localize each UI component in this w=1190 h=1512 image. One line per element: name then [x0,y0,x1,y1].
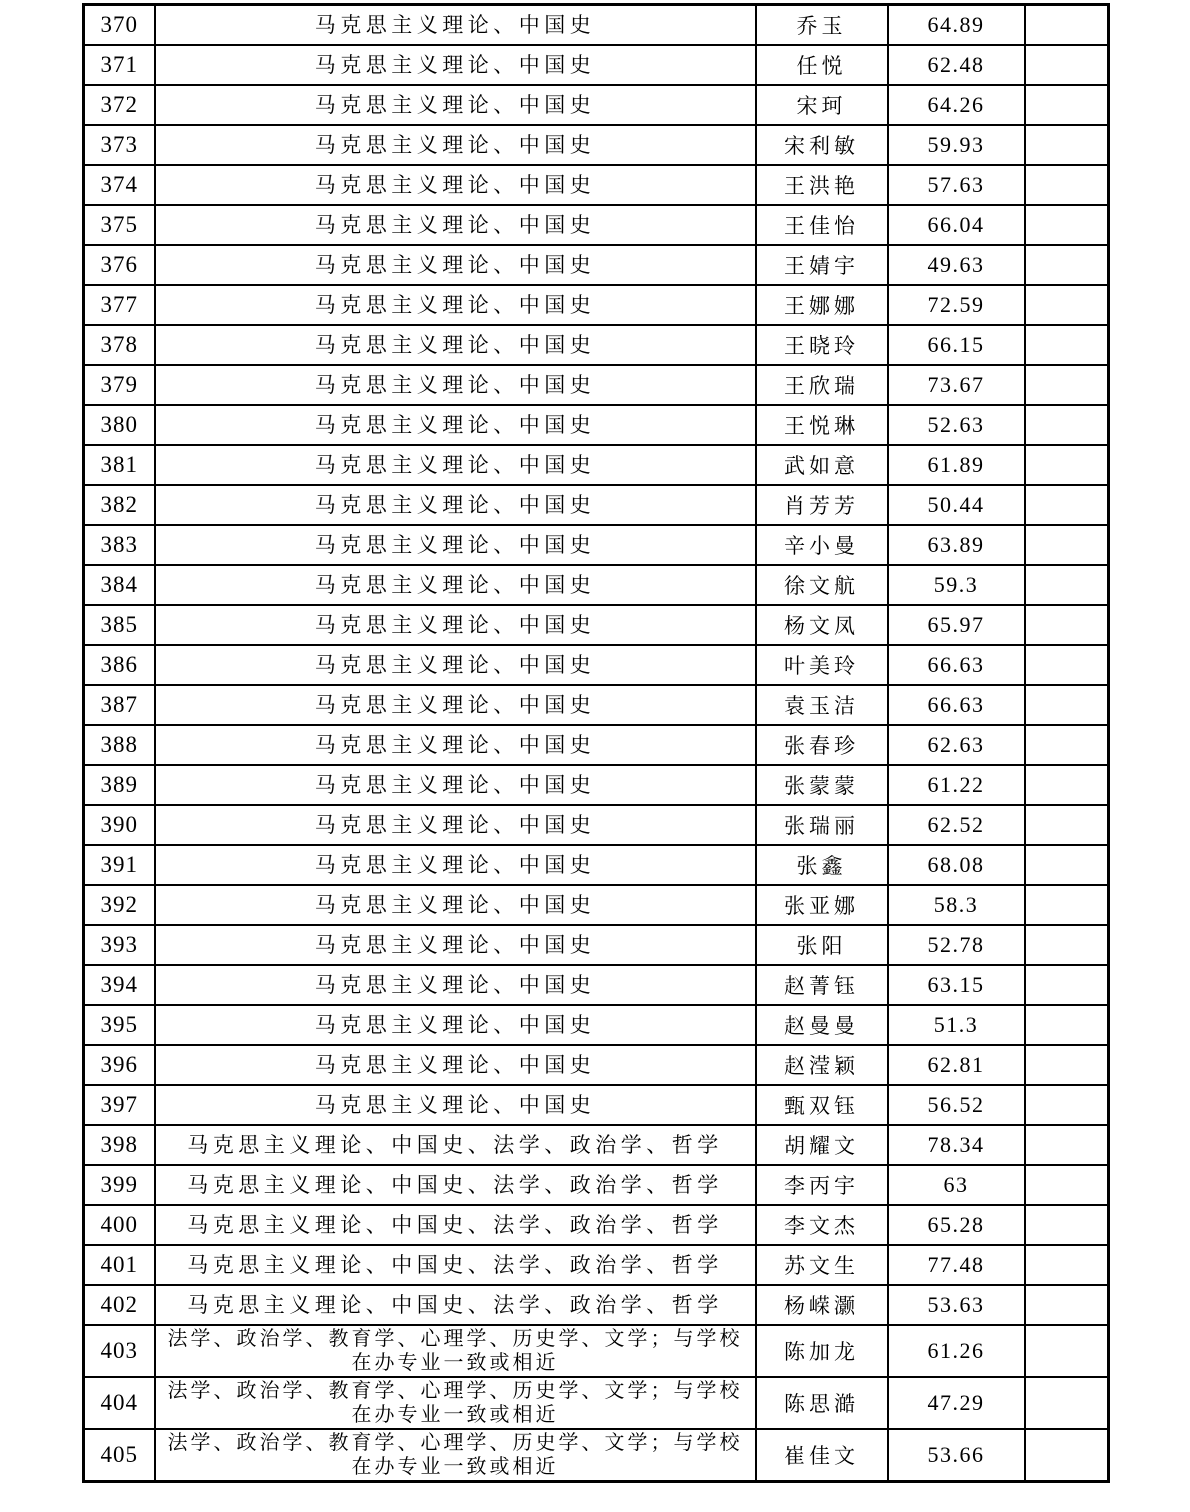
score-cell: 52.78 [888,925,1025,965]
score-cell: 66.63 [888,645,1025,685]
row-number-cell: 403 [84,1325,155,1377]
table-row [84,45,1109,85]
score-cell: 66.04 [888,205,1025,245]
row-number-cell: 394 [84,965,155,1005]
table-row [84,1085,1109,1125]
eligible-majors-cell: 马克思主义理论、中国史 [155,765,756,805]
table-row [84,125,1109,165]
candidate-name-cell: 张春珍 [756,725,888,765]
eligible-majors-cell: 马克思主义理论、中国史 [155,645,756,685]
row-number-cell: 379 [84,365,155,405]
row-number-cell: 383 [84,525,155,565]
row-number-cell: 372 [84,85,155,125]
candidate-name-cell: 王洪艳 [756,165,888,205]
table-row [84,725,1109,765]
eligible-majors-cell: 马克思主义理论、中国史 [155,605,756,645]
candidate-name-cell: 任悦 [756,45,888,85]
eligible-majors-cell: 马克思主义理论、中国史 [155,965,756,1005]
candidate-name-cell: 宋利敏 [756,125,888,165]
candidate-name-cell: 杨文凤 [756,605,888,645]
row-number-cell: 375 [84,205,155,245]
candidate-name-cell: 王娜娜 [756,285,888,325]
table-row [84,805,1109,845]
row-number-cell: 378 [84,325,155,365]
remark-cell [1025,125,1109,165]
score-cell: 62.81 [888,1045,1025,1085]
eligible-majors-cell: 马克思主义理论、中国史 [155,1005,756,1045]
table-row [84,1005,1109,1045]
score-cell: 68.08 [888,845,1025,885]
remark-cell [1025,525,1109,565]
eligible-majors-cell: 马克思主义理论、中国史 [155,45,756,85]
table-row [84,1377,1109,1429]
candidate-name-cell: 陈思澔 [756,1377,888,1429]
row-number-cell: 389 [84,765,155,805]
candidate-name-cell: 赵滢颖 [756,1045,888,1085]
table-row [84,165,1109,205]
score-cell: 64.89 [888,5,1025,46]
score-cell: 59.3 [888,565,1025,605]
candidate-name-cell: 王佳怡 [756,205,888,245]
candidate-name-cell: 张亚娜 [756,885,888,925]
row-number-cell: 396 [84,1045,155,1085]
eligible-majors-cell: 马克思主义理论、中国史 [155,165,756,205]
candidate-name-cell: 赵菁钰 [756,965,888,1005]
row-number-cell: 390 [84,805,155,845]
candidate-name-cell: 徐文航 [756,565,888,605]
eligible-majors-cell: 马克思主义理论、中国史 [155,125,756,165]
score-cell: 73.67 [888,365,1025,405]
row-number-cell: 388 [84,725,155,765]
row-number-cell: 397 [84,1085,155,1125]
score-cell: 62.52 [888,805,1025,845]
score-table [82,3,1110,1483]
row-number-cell: 401 [84,1245,155,1285]
table-row [84,1165,1109,1205]
table-row [84,405,1109,445]
score-cell: 63 [888,1165,1025,1205]
table-row [84,685,1109,725]
remark-cell [1025,245,1109,285]
row-number-cell: 384 [84,565,155,605]
remark-cell [1025,845,1109,885]
row-number-cell: 405 [84,1429,155,1482]
eligible-majors-cell: 马克思主义理论、中国史 [155,805,756,845]
table-row [84,765,1109,805]
eligible-majors-cell: 马克思主义理论、中国史 [155,525,756,565]
table-row [84,205,1109,245]
score-cell: 58.3 [888,885,1025,925]
candidate-name-cell: 袁玉洁 [756,685,888,725]
table-row [84,85,1109,125]
score-cell: 59.93 [888,125,1025,165]
table-row [84,565,1109,605]
remark-cell [1025,1285,1109,1325]
remark-cell [1025,765,1109,805]
remark-cell [1025,805,1109,845]
table-row [84,645,1109,685]
remark-cell [1025,1325,1109,1377]
row-number-cell: 380 [84,405,155,445]
remark-cell [1025,45,1109,85]
row-number-cell: 391 [84,845,155,885]
eligible-majors-cell: 马克思主义理论、中国史 [155,725,756,765]
table-row [84,1205,1109,1245]
remark-cell [1025,285,1109,325]
row-number-cell: 393 [84,925,155,965]
row-number-cell: 385 [84,605,155,645]
remark-cell [1025,165,1109,205]
candidate-name-cell: 王悦琳 [756,405,888,445]
row-number-cell: 382 [84,485,155,525]
candidate-name-cell: 甄双钰 [756,1085,888,1125]
table-row [84,245,1109,285]
eligible-majors-cell: 法学、政治学、教育学、心理学、历史学、文学；与学校在办专业一致或相近 [155,1325,756,1377]
table-row [84,365,1109,405]
eligible-majors-cell: 马克思主义理论、中国史、法学、政治学、哲学 [155,1205,756,1245]
candidate-name-cell: 张蒙蒙 [756,765,888,805]
candidate-name-cell: 叶美玲 [756,645,888,685]
score-cell: 64.26 [888,85,1025,125]
table-row [84,445,1109,485]
table-row [84,525,1109,565]
eligible-majors-cell: 马克思主义理论、中国史 [155,1085,756,1125]
eligible-majors-cell: 马克思主义理论、中国史 [155,925,756,965]
score-cell: 77.48 [888,1245,1025,1285]
score-cell: 52.63 [888,405,1025,445]
remark-cell [1025,1005,1109,1045]
score-cell: 66.15 [888,325,1025,365]
candidate-name-cell: 苏文生 [756,1245,888,1285]
row-number-cell: 377 [84,285,155,325]
row-number-cell: 398 [84,1125,155,1165]
table-row [84,1245,1109,1285]
score-cell: 78.34 [888,1125,1025,1165]
candidate-name-cell: 陈加龙 [756,1325,888,1377]
eligible-majors-cell: 马克思主义理论、中国史、法学、政治学、哲学 [155,1125,756,1165]
table-row [84,605,1109,645]
row-number-cell: 386 [84,645,155,685]
row-number-cell: 387 [84,685,155,725]
row-number-cell: 392 [84,885,155,925]
table-row [84,485,1109,525]
remark-cell [1025,85,1109,125]
remark-cell [1025,445,1109,485]
score-cell: 62.48 [888,45,1025,85]
score-cell: 61.89 [888,445,1025,485]
score-table-body [84,5,1109,1482]
eligible-majors-cell: 马克思主义理论、中国史 [155,445,756,485]
candidate-name-cell: 王晓玲 [756,325,888,365]
score-cell: 56.52 [888,1085,1025,1125]
table-row [84,965,1109,1005]
eligible-majors-cell: 马克思主义理论、中国史 [155,1045,756,1085]
candidate-name-cell: 辛小曼 [756,525,888,565]
candidate-name-cell: 肖芳芳 [756,485,888,525]
eligible-majors-cell: 马克思主义理论、中国史、法学、政治学、哲学 [155,1245,756,1285]
remark-cell [1025,365,1109,405]
remark-cell [1025,925,1109,965]
eligible-majors-cell: 马克思主义理论、中国史 [155,205,756,245]
remark-cell [1025,685,1109,725]
score-cell: 62.63 [888,725,1025,765]
eligible-majors-cell: 马克思主义理论、中国史 [155,285,756,325]
remark-cell [1025,565,1109,605]
remark-cell [1025,965,1109,1005]
candidate-name-cell: 乔玉 [756,5,888,46]
score-cell: 47.29 [888,1377,1025,1429]
row-number-cell: 381 [84,445,155,485]
score-cell: 61.22 [888,765,1025,805]
row-number-cell: 370 [84,5,155,46]
eligible-majors-cell: 马克思主义理论、中国史 [155,365,756,405]
score-cell: 63.89 [888,525,1025,565]
score-cell: 65.97 [888,605,1025,645]
remark-cell [1025,1429,1109,1482]
score-cell: 66.63 [888,685,1025,725]
eligible-majors-cell: 马克思主义理论、中国史 [155,245,756,285]
table-row [84,1285,1109,1325]
score-cell: 51.3 [888,1005,1025,1045]
table-row [84,885,1109,925]
eligible-majors-cell: 马克思主义理论、中国史 [155,885,756,925]
eligible-majors-cell: 马克思主义理论、中国史 [155,565,756,605]
candidate-name-cell: 张瑞丽 [756,805,888,845]
table-row [84,325,1109,365]
remark-cell [1025,885,1109,925]
table-row [84,5,1109,46]
score-cell: 63.15 [888,965,1025,1005]
remark-cell [1025,1205,1109,1245]
remark-cell [1025,645,1109,685]
remark-cell [1025,1377,1109,1429]
score-cell: 49.63 [888,245,1025,285]
row-number-cell: 376 [84,245,155,285]
eligible-majors-cell: 马克思主义理论、中国史、法学、政治学、哲学 [155,1165,756,1205]
row-number-cell: 402 [84,1285,155,1325]
table-row [84,845,1109,885]
eligible-majors-cell: 法学、政治学、教育学、心理学、历史学、文学；与学校在办专业一致或相近 [155,1429,756,1482]
remark-cell [1025,1045,1109,1085]
eligible-majors-cell: 马克思主义理论、中国史 [155,5,756,46]
score-cell: 61.26 [888,1325,1025,1377]
candidate-name-cell: 胡耀文 [756,1125,888,1165]
eligible-majors-cell: 马克思主义理论、中国史 [155,845,756,885]
row-number-cell: 404 [84,1377,155,1429]
candidate-name-cell: 武如意 [756,445,888,485]
row-number-cell: 395 [84,1005,155,1045]
remark-cell [1025,205,1109,245]
table-row [84,925,1109,965]
candidate-name-cell: 杨嵘灏 [756,1285,888,1325]
eligible-majors-cell: 马克思主义理论、中国史 [155,405,756,445]
row-number-cell: 399 [84,1165,155,1205]
eligible-majors-cell: 法学、政治学、教育学、心理学、历史学、文学；与学校在办专业一致或相近 [155,1377,756,1429]
eligible-majors-cell: 马克思主义理论、中国史 [155,685,756,725]
eligible-majors-cell: 马克思主义理论、中国史、法学、政治学、哲学 [155,1285,756,1325]
remark-cell [1025,1245,1109,1285]
row-number-cell: 374 [84,165,155,205]
table-row [84,1045,1109,1085]
candidate-name-cell: 李丙宇 [756,1165,888,1205]
table-row [84,285,1109,325]
score-cell: 57.63 [888,165,1025,205]
remark-cell [1025,325,1109,365]
row-number-cell: 373 [84,125,155,165]
remark-cell [1025,1085,1109,1125]
remark-cell [1025,405,1109,445]
candidate-name-cell: 王欣瑞 [756,365,888,405]
candidate-name-cell: 李文杰 [756,1205,888,1245]
score-cell: 72.59 [888,285,1025,325]
candidate-name-cell: 崔佳文 [756,1429,888,1482]
eligible-majors-cell: 马克思主义理论、中国史 [155,85,756,125]
candidate-name-cell: 赵曼曼 [756,1005,888,1045]
score-cell: 53.66 [888,1429,1025,1482]
score-cell: 53.63 [888,1285,1025,1325]
remark-cell [1025,5,1109,46]
table-row [84,1325,1109,1377]
candidate-name-cell: 王婧宇 [756,245,888,285]
candidate-name-cell: 张阳 [756,925,888,965]
eligible-majors-cell: 马克思主义理论、中国史 [155,325,756,365]
candidate-name-cell: 张鑫 [756,845,888,885]
table-row [84,1125,1109,1165]
row-number-cell: 371 [84,45,155,85]
candidate-name-cell: 宋珂 [756,85,888,125]
table-row [84,1429,1109,1482]
remark-cell [1025,485,1109,525]
eligible-majors-cell: 马克思主义理论、中国史 [155,485,756,525]
remark-cell [1025,725,1109,765]
row-number-cell: 400 [84,1205,155,1245]
remark-cell [1025,1125,1109,1165]
score-cell: 65.28 [888,1205,1025,1245]
score-cell: 50.44 [888,485,1025,525]
remark-cell [1025,605,1109,645]
remark-cell [1025,1165,1109,1205]
